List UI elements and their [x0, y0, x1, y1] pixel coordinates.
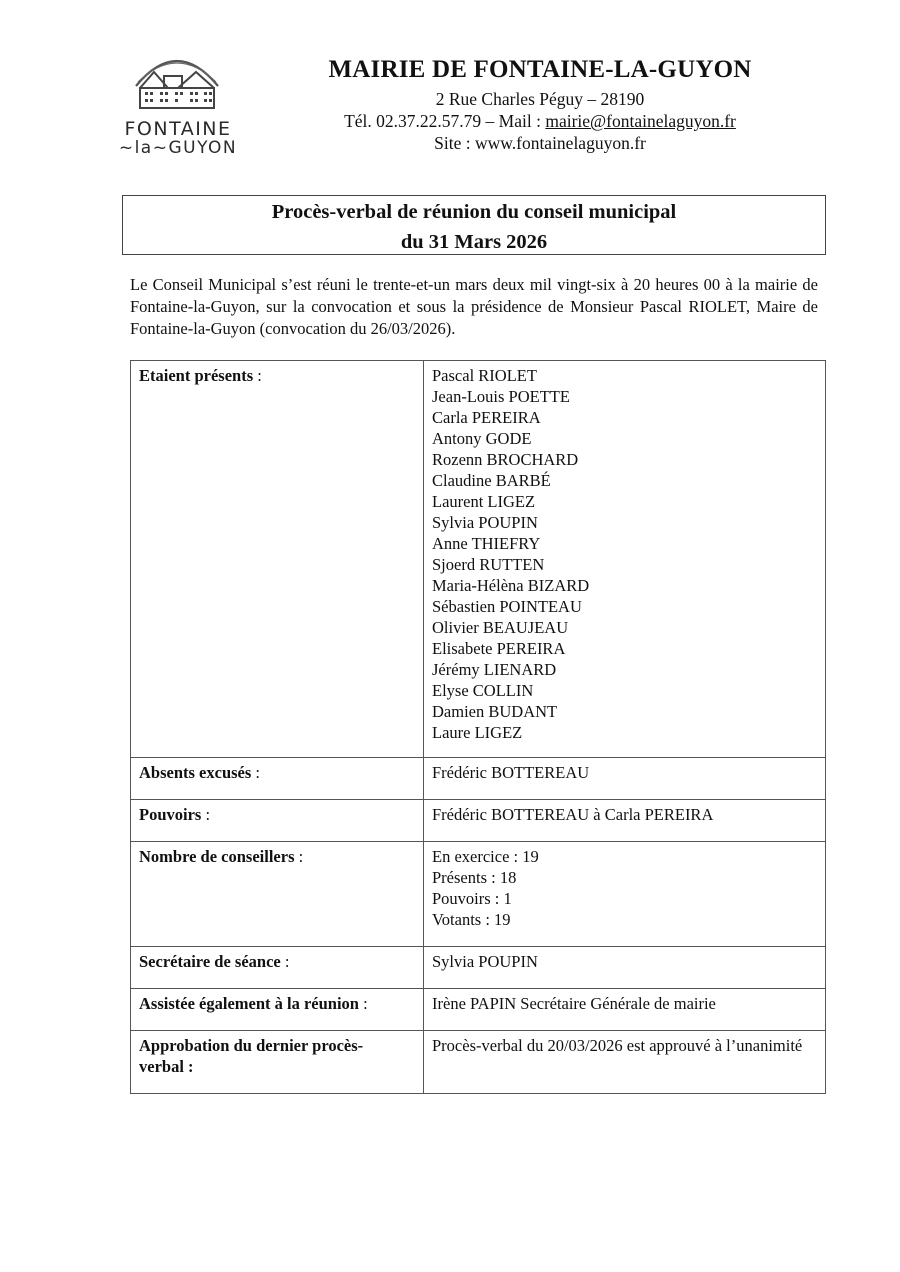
list-item: Jean-Louis POETTE [432, 387, 570, 406]
label-text: Nombre de conseillers [139, 847, 295, 866]
label-text: Approbation du dernier procès- [139, 1036, 364, 1055]
label-colon: : [251, 763, 261, 782]
list-item: Elisabete PEREIRA [432, 639, 566, 658]
label-text: Pouvoirs [139, 805, 202, 824]
nombre-values [424, 842, 826, 947]
table-row [131, 758, 826, 800]
attendance-table [130, 360, 826, 1094]
mairie-title: MAIRIE DE FONTAINE-LA-GUYON [328, 56, 752, 83]
label-colon: : [294, 847, 304, 866]
logo-text-fontaine: FONTAINE [124, 118, 232, 140]
table-row [131, 800, 826, 842]
phone-text: Tél. 02.37.22.57.79 – Mail : [344, 111, 546, 131]
document-title-box [122, 195, 826, 255]
label-colon: : [280, 952, 290, 971]
list-item: Damien BUDANT [432, 702, 558, 721]
absents-value: Frédéric BOTTEREAU [424, 758, 826, 800]
table-row [131, 842, 826, 947]
label-absents [131, 758, 424, 800]
label-text: Absents excusés [139, 763, 252, 782]
list-item: Rozenn BROCHARD [432, 450, 579, 469]
list-item: Carla PEREIRA [432, 408, 541, 427]
list-item: Claudine BARBÉ [432, 471, 551, 490]
label-colon: : [358, 994, 368, 1013]
list-item: Votants : 19 [432, 910, 511, 929]
list-item: Elyse COLLIN [432, 681, 534, 700]
assistee-value: Irène PAPIN Secrétaire Générale de mairie [424, 989, 826, 1031]
label-pouvoirs [131, 800, 424, 842]
table-row [131, 361, 826, 758]
pouvoirs-value: Frédéric BOTTEREAU à Carla PEREIRA [424, 800, 826, 842]
list-item: Maria-Hélèna BIZARD [432, 576, 590, 595]
list-item: Laure LIGEZ [432, 723, 523, 742]
mairie-site: Site : www.fontainelaguyon.fr [434, 133, 646, 153]
label-nombre [131, 842, 424, 947]
list-item: Pouvoirs : 1 [432, 889, 512, 908]
secretaire-value: Sylvia POUPIN [424, 947, 826, 989]
list-item: Laurent LIGEZ [432, 492, 536, 511]
list-item: Sjoerd RUTTEN [432, 555, 545, 574]
list-item: Présents : 18 [432, 868, 517, 887]
list-item: En exercice : 19 [432, 847, 539, 866]
table-row [131, 989, 826, 1031]
logo-text-la-guyon: ~la~GUYON [118, 138, 238, 158]
intro-paragraph: Le Conseil Municipal s’est réuni le trente-et-un mars deux mil vingt-six à 20 heures 00 à la mairie de Fontaine-la-Guyon, sur la convocation et sous la présidence de Monsieur Pascal RIOLET, Maire de Fontaine-la-Guyon (convocation du 26/03/2026). [130, 275, 818, 338]
label-secretaire [131, 947, 424, 989]
document-title-line1: Procès-verbal de réunion du conseil municipal [271, 201, 677, 223]
present-names-list [424, 361, 826, 758]
list-item: Anne THIEFRY [432, 534, 541, 553]
label-text: Assistée également à la réunion [139, 994, 359, 1013]
list-item: Olivier BEAUJEAU [432, 618, 569, 637]
label-text: verbal : [139, 1057, 194, 1076]
label-present [131, 361, 424, 758]
list-item: Antony GODE [432, 429, 532, 448]
document-title-line2: du 31 Mars 2026 [400, 231, 548, 253]
mail-link[interactable]: mairie@fontainelaguyon.fr [545, 111, 736, 131]
label-approbation [131, 1031, 424, 1094]
municipality-logo [112, 42, 242, 162]
list-item: Jérémy LIENARD [432, 660, 557, 679]
mairie-contact [260, 110, 820, 132]
list-item: Pascal RIOLET [432, 366, 537, 385]
table-row [131, 947, 826, 989]
label-colon: : [253, 366, 262, 385]
letterhead [260, 56, 820, 154]
label-text: Secrétaire de séance [139, 952, 281, 971]
village-logo-icon [124, 42, 230, 114]
approbation-value: Procès-verbal du 20/03/2026 est approuvé à l’unanimité [424, 1031, 826, 1094]
list-item: Sébastien POINTEAU [432, 597, 582, 616]
label-assistee [131, 989, 424, 1031]
table-row [131, 1031, 826, 1094]
mairie-address: 2 Rue Charles Péguy – 28190 [435, 89, 645, 109]
label-colon: : [201, 805, 211, 824]
list-item: Sylvia POUPIN [432, 513, 538, 532]
label-text: Etaient présents [139, 366, 254, 385]
